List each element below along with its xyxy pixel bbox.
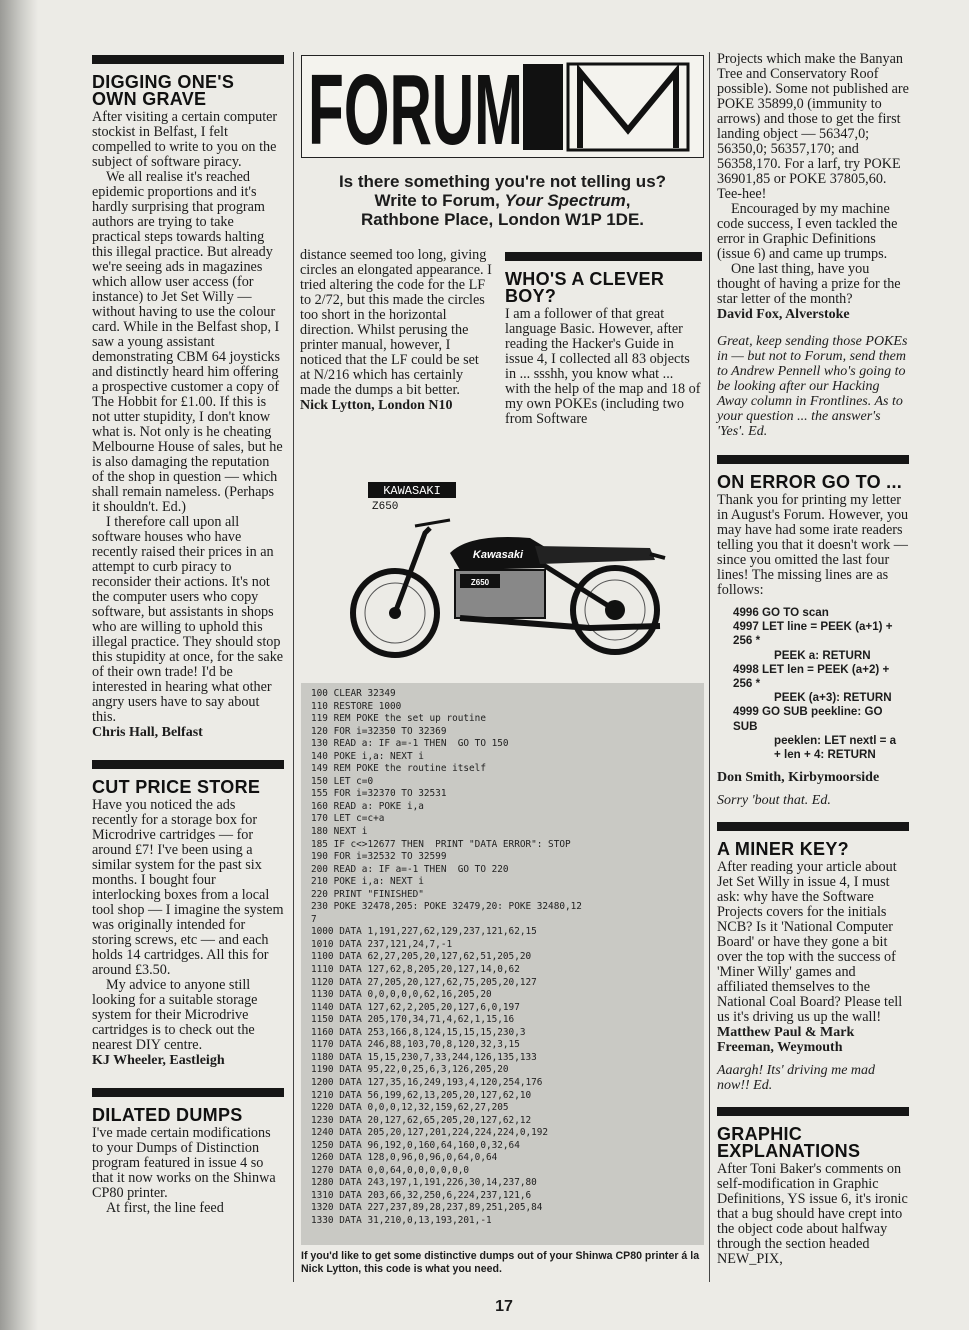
code-line: 1210 DATA 56,199,62,13,205,20,127,62,10 <box>311 1089 532 1101</box>
article-paragraph: After visiting a certain computer stockist in Belfast, I felt compelled to write to you on the subject of software piracy. <box>92 109 278 170</box>
page-number: 17 <box>495 1298 513 1315</box>
code-line: 1180 DATA 15,15,230,7,33,244,126,135,133 <box>311 1051 537 1063</box>
forum-line2: Write to Forum, Your Spectrum, <box>374 191 631 210</box>
letter-signature: Chris Hall, Belfast <box>92 725 203 740</box>
section-rule <box>92 1088 284 1097</box>
article-paragraph: Projects which make the Banyan Tree and Conservatory Roof possible). Some not published are POKE 35899,0 (immunity to arrows) and those to get the first landing object — 56347,0; 56350,0; 56357,170; and 56358,170. For a larf, try POKE 36901,85 or POKE 37805,60. Tee-hee! <box>717 51 909 202</box>
code-line: 1130 DATA 0,0,0,0,0,62,16,205,20 <box>311 989 492 1001</box>
article-title: DIGGING ONE'S OWN GRAVE <box>92 72 235 109</box>
listing-line: 4997 LET line = PEEK (a+1) + 256 * <box>733 620 893 648</box>
section-rule <box>92 760 284 769</box>
article-paragraph: distance seemed too long, giving circles an elongated appearance. I tried altering the code for the LF to 2/72, but this made the circles too short in the horizontal direction. Whilst perusing the printer manual, however, I noticed that the LF could be set at N/216 which has certainly made the dumps a bit better. <box>300 247 492 398</box>
column-4 <box>717 52 909 1267</box>
listing-line: 4996 GO TO scan <box>733 606 829 619</box>
code-line: 1110 DATA 127,62,8,205,20,127,14,0,62 <box>311 964 520 976</box>
forum-logo-box <box>301 55 704 158</box>
code-line: 200 READ a: IF a=-1 THEN GO TO 220 <box>311 863 509 875</box>
code-line: 1190 DATA 95,22,0,25,6,3,126,205,20 <box>311 1064 509 1076</box>
motorbike-illustration <box>320 478 700 668</box>
article-paragraph: I am a follower of that great language Basic. However, after reading the Hacker's Guide in issue 4, I collected all 83 objects in ... ssshh, you know what ... with the help of the map and 18 of my own POKEs (including two from Software <box>505 306 701 427</box>
forum-line1: Is there something you're not telling us? <box>338 172 667 191</box>
article-title: DILATED DUMPS <box>92 1105 243 1125</box>
forum-address <box>301 172 704 229</box>
code-line: 220 PRINT "FINISHED" <box>311 888 424 900</box>
code-line: 190 FOR i=32532 TO 32599 <box>311 851 447 863</box>
code-line: 210 POKE i,a: NEXT i <box>311 876 424 888</box>
code-line: 1120 DATA 27,205,20,127,62,75,205,20,127 <box>311 976 537 988</box>
listing-line-cont: PEEK (a+3): RETURN <box>774 691 892 705</box>
editor-reply: Great, keep sending those POKEs in — but not to Forum, send them to Andrew Pennell who's going to be looking after our Hacking Away column in Frontlines. As to your question ... the answer's 'Yes'. Ed. <box>717 334 908 439</box>
image-label-top: KAWASAKI <box>383 484 441 498</box>
article-paragraph: I therefore call upon all software houses who have recently raised their prices in an attempt to curb piracy to reconsider their actions. It's not the computer users who copy software, but assistants in shops who are willing to uphold this illegal practice. They should stop this stupidity at once, for the sake of their own trade! I'd be interested in hearing what other angry users have to say about this. <box>92 514 284 725</box>
article-paragraph: We all realise it's reached epidemic proportions and it's hardly surprising that program authors are trying to take practical steps towards halting this illegal practice. But already we're seeing ads in magazines which allow user access (for instance) to Jet Set Willy — without having to use the colour card. While in the Belfast shop, I saw a young assistant demonstrating CBM 64 joysticks and distinctly heard him offering a prospective customer a copy of The Hobbit for £1.00. If this is not utter stupidity, I don't know what is. Not only is he cheating Melbourne House of sales, but he is also damaging the reputation of the shop in question — which shall remain nameless. (Perhaps it shouldn't. Ed.) <box>92 169 283 515</box>
listing-line-cont: + len + 4: RETURN <box>774 748 876 762</box>
code-line: 1000 DATA 1,191,227,62,129,237,121,62,15 <box>311 926 537 938</box>
code-line: 1200 DATA 127,35,16,249,193,4,120,254,176 <box>311 1076 543 1088</box>
listing-line-cont: peeklen: LET nextl = a <box>774 733 897 747</box>
column-3 <box>505 252 702 427</box>
article-paragraph: My advice to anyone still looking for a suitable storage system for their Microdrive cartridges is to check out the nearest DIY centre. <box>92 977 258 1053</box>
code-line: 1270 DATA 0,0,64,0,0,0,0,0,0 <box>311 1164 470 1176</box>
article-paragraph: Encouraged by my machine code success, I even tackled the error in Graphic Definitions (issue 6) and came up trumps. <box>717 201 898 262</box>
forum-logo <box>308 60 698 154</box>
code-line: 100 CLEAR 32349 <box>311 688 396 699</box>
code-line: 230 POKE 32478,205: POKE 32479,20: POKE 32480,12 <box>311 901 582 913</box>
listing-line-cont: PEEK a: RETURN <box>774 648 871 662</box>
code-line: 7 <box>311 913 317 925</box>
swing-arm <box>545 566 615 610</box>
code-line: 1100 DATA 62,27,205,20,127,62,51,205,20 <box>311 951 532 963</box>
code-line: 120 FOR i=32350 TO 32369 <box>311 725 447 737</box>
listing-line: 4999 GO SUB peekline: GO SUB <box>733 705 883 733</box>
article-paragraph: Thank you for printing my letter in August's Forum. However, you may have had some irate readers telling you that it doesn't work — since you omitted the last four lines! The missing lines are as follows: <box>717 492 909 598</box>
article-title: CUT PRICE STORE <box>92 777 261 797</box>
code-line: 1230 DATA 20,127,62,65,205,20,127,62,12 <box>311 1114 532 1126</box>
code-line: 1260 DATA 128,0,96,0,96,0,64,0,64 <box>311 1152 498 1164</box>
article-paragraph: One last thing, have you thought of having a prize for the star letter of the month? <box>717 261 901 307</box>
article-title: WHO'S A CLEVER BOY? <box>505 269 665 306</box>
seat <box>535 546 655 564</box>
section-rule <box>92 55 284 64</box>
letter-signature: Nick Lytton, London N10 <box>300 398 453 413</box>
code-line: 1250 DATA 96,192,0,160,64,160,0,32,64 <box>311 1139 520 1151</box>
code-line: 1010 DATA 237,121,24,7,-1 <box>311 938 453 950</box>
code-line: 130 READ a: IF a=-1 THEN GO TO 150 <box>311 738 509 750</box>
exhaust <box>460 618 660 628</box>
letter-signature: Don Smith, Kirbymoorside <box>717 770 880 786</box>
forum-line3: Rathbone Place, London W1P 1DE. <box>360 210 645 229</box>
article-paragraph: After reading your article about Jet Set Willy in issue 4, I must ask: why have the Software Projects covers for the initials NCB? Is it 'National Computer Board' or have they gone a bit over the top with the success of 'Miner Willy' games and affiliated themselves to the National Coal Board? Please tell us it's driving us up the wall! <box>717 859 903 1026</box>
section-rule <box>505 252 702 261</box>
code-line: 140 POKE i,a: NEXT i <box>311 750 424 762</box>
side-label: Z650 <box>470 578 490 587</box>
code-line: 1160 DATA 253,166,8,124,15,15,15,230,3 <box>311 1026 526 1038</box>
code-line: 1170 DATA 246,88,103,70,8,120,32,3,15 <box>311 1039 520 1051</box>
code-line: 1320 DATA 227,237,89,28,237,89,251,205,84 <box>311 1202 543 1214</box>
code-line: 1240 DATA 205,20,127,201,224,224,224,0,192 <box>311 1127 549 1139</box>
code-line: 110 RESTORE 1000 <box>311 700 402 712</box>
section-rule <box>717 822 909 831</box>
editor-reply: Aaargh! Its' driving me mad now!! Ed. <box>717 1063 876 1094</box>
column-divider <box>709 52 710 1282</box>
code-line: 170 LET c=c+a <box>311 813 385 825</box>
letter-signature: David Fox, Alverstoke <box>717 307 850 322</box>
code-line: 1150 DATA 205,170,34,71,4,62,1,15,16 <box>311 1014 515 1026</box>
article-title: GRAPHIC EXPLANATIONS <box>717 1124 861 1162</box>
code-line: 185 IF c<>12677 THEN PRINT "DATA ERROR": STOP <box>311 838 571 850</box>
image-label-bottom: Z650 <box>372 501 399 513</box>
listing-line: 4998 LET len = PEEK (a+2) + 256 * <box>733 662 890 691</box>
column-2 <box>300 248 492 413</box>
basic-listing <box>733 606 909 762</box>
article-paragraph: Have you noticed the ads recently for a storage box for Microdrive cartridges — for around £7! I've been using a similar system for the past six months. I bought four interlocking boxes from a local tool shop — I imagine the system was originally intended for storing screws, etc — and each holds 14 cartridges. All this for around £3.50. <box>92 797 284 978</box>
letter-signature: KJ Wheeler, Eastleigh <box>92 1053 225 1068</box>
code-line: 1310 DATA 203,66,32,250,6,224,237,121,6 <box>311 1189 532 1201</box>
code-line: 1220 DATA 0,0,0,12,32,159,62,27,205 <box>311 1102 509 1114</box>
code-line: 1330 DATA 31,210,0,13,193,201,-1 <box>311 1214 492 1226</box>
article-paragraph: After Toni Baker's comments on self-modification in Graphic Definitions, YS issue 6, it's ironic that a bug should have crept into the object code about halfway through the section headed NEW_PIX, <box>717 1161 908 1268</box>
article-title: ON ERROR GO TO ... <box>717 472 903 492</box>
code-line: 180 NEXT i <box>311 826 368 838</box>
article-paragraph: At first, the line feed <box>106 1200 224 1216</box>
section-rule <box>717 455 909 464</box>
column-1 <box>92 55 284 1216</box>
tank-label: Kawasaki <box>472 549 524 561</box>
code-line: 155 FOR i=32370 TO 32531 <box>311 788 447 800</box>
code-line: 119 REM POKE the set up routine <box>311 713 486 725</box>
letter-signature: Matthew Paul & Mark Freeman, Weymouth <box>717 1025 855 1056</box>
forum-logo-solid: FORUM <box>308 60 523 154</box>
code-line: 150 LET c=0 <box>311 775 374 787</box>
article-paragraph: I've made certain modifications to your Dumps of Distinction program featured in issue 4 so that it now works on the Shinwa CP80 printer. <box>92 1125 276 1201</box>
column-divider <box>293 52 294 1282</box>
code-line: 160 READ a: POKE i,a <box>311 800 424 812</box>
basic-code-listing <box>301 683 704 1245</box>
section-rule <box>717 1107 909 1116</box>
handlebar <box>415 520 450 526</box>
code-caption: If you'd like to get some distinctive dumps out of your Shinwa CP80 printer á la Nick Lytton, this code is what you need. <box>301 1250 700 1275</box>
code-line: 149 REM POKE the routine itself <box>311 763 486 775</box>
article-title: A MINER KEY? <box>717 839 849 860</box>
code-line: 1140 DATA 127,62,2,205,20,127,6,0,197 <box>311 1001 520 1013</box>
code-line: 1280 DATA 243,197,1,191,226,30,14,237,80 <box>311 1177 537 1189</box>
editor-reply: Sorry 'bout that. Ed. <box>717 793 831 809</box>
page-binding-shadow <box>0 0 38 1330</box>
